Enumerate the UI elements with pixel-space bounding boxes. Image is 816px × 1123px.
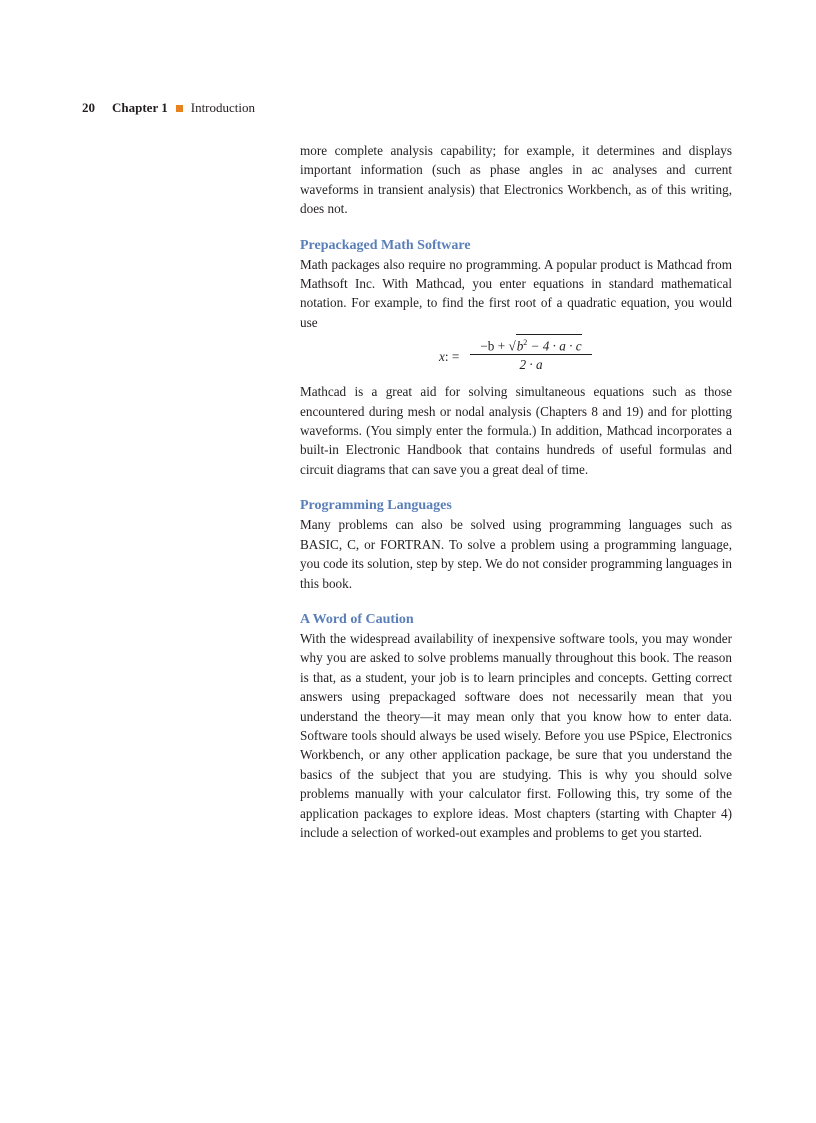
page-number: 20 — [82, 100, 95, 115]
heading-prepackaged-math-software: Prepackaged Math Software — [300, 237, 471, 253]
radicand — [516, 334, 582, 354]
formula-numerator — [470, 334, 592, 353]
formula-lhs — [439, 347, 459, 366]
formula-assign-operator: : = — [444, 349, 460, 365]
radicand-exponent: 2 — [523, 338, 528, 348]
radicand-rest: − 4 · a · c — [527, 338, 582, 354]
programming-paragraph: Many problems can also be solved using programming languages such as BASIC, C, or FORTRAN. To solve a problem using a programming language, you code its solution, step by step. We do not consider programming languages in this book. — [300, 517, 732, 591]
numerator-prefix: −b + — [480, 338, 509, 354]
caution-paragraph: With the widespread availability of inexpensive software tools, you may wonder why you are asked to solve problems manually throughout this book. The reason is that, as a student, your job is to learn principles and concepts. Getting correct answers using prepackaged software does not necessarily mean that you understand the theory—it may mean only that you know how to enter data. Software tools should always be used wisely. Before you use PSpice, Electronics Workbench, or any other application package, be sure that you understand the basics of the subject that you are studying. This is why you should solve problems manually with your calculator first. Following this, try some of the application packages to explore ideas. Most chapters (starting with Chapter 4) include a selection of worked-out examples and problems to get you started. — [300, 630, 732, 840]
body-column — [300, 141, 732, 842]
math-paragraph-1: Math packages also require no programming. A popular product is Mathcad from Mathsoft Inc. With Mathcad, you enter equations in standard mathematical notation. For example, to find the first root of a quadratic equation, you would use — [300, 256, 732, 330]
heading-word-of-caution: A Word of Caution — [300, 611, 414, 627]
heading-programming-languages: Programming Languages — [300, 498, 452, 514]
chapter-label: Chapter 1 — [112, 100, 168, 115]
quadratic-formula — [300, 334, 732, 378]
section-label: Introduction — [190, 100, 255, 115]
radical-sign-icon: √ — [508, 338, 516, 354]
radicand-variable: b — [516, 338, 524, 354]
math-paragraph-2: Mathcad is a great aid for solving simultaneous equations such as those encountered during mesh or nodal analysis (Chapters 8 and 19) and for plotting waveforms. (You simply enter the formula.) In addition, Mathcad incorporates a built-in Electronic Handbook that contains hundreds of useful formulas and circuit diagrams that can save you a great deal of time. — [300, 384, 732, 477]
intro-paragraph: more complete analysis capability; for example, it determines and displays important information (such as phase angles in ac analyses and current waveforms in transient analysis) that Electronics Workbench, as of this writing, does not. — [300, 143, 732, 217]
formula-lhs-variable: x — [439, 349, 445, 365]
formula-denominator: 2 · a — [519, 357, 543, 373]
formula-fraction — [470, 334, 592, 374]
orange-square-bullet-icon — [176, 105, 183, 112]
running-header — [82, 100, 255, 116]
